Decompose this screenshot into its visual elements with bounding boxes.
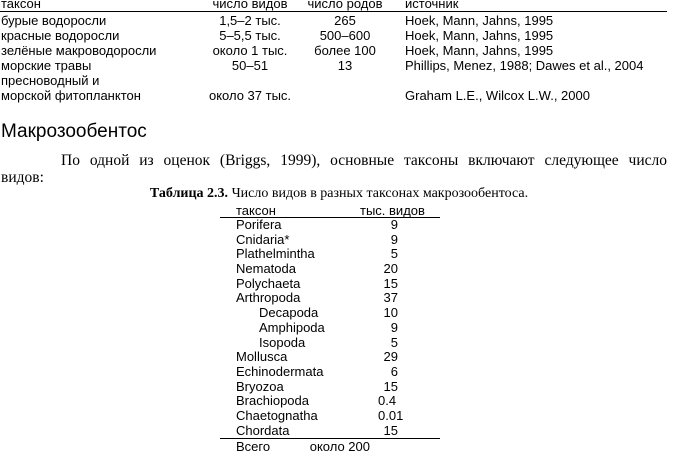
table2-value: 29 xyxy=(383,349,398,365)
table1-cell-species-count: 5–5,5 тыс. xyxy=(219,28,281,43)
table2-value: 15 xyxy=(383,378,398,394)
table2-taxon: Nematoda xyxy=(236,261,296,277)
table2-taxon: Chordata xyxy=(236,422,290,438)
table2-row xyxy=(220,380,440,395)
table1-header-source: источник xyxy=(405,0,459,11)
paragraph-line: видов: xyxy=(1,169,44,186)
table2-row: Brachiopoda 0.4 xyxy=(236,393,397,409)
table-caption-label: Таблица 2.3. xyxy=(149,186,229,201)
table2-taxon: Decapoda xyxy=(259,305,319,321)
table2-value: 9 xyxy=(390,217,398,232)
table2-row xyxy=(220,336,440,351)
table-caption xyxy=(0,185,678,202)
table2-taxon: Amphipoda xyxy=(259,319,325,335)
table2-value: 5 xyxy=(390,246,398,262)
table2-row xyxy=(220,218,440,233)
table1-cell-species-count: 1,5–2 тыс. xyxy=(219,13,281,28)
table1-cell-species-count: около 37 тыс. xyxy=(208,88,292,103)
table1-cell-source: Hoek, Mann, Jahns, 1995 xyxy=(405,13,554,28)
table2-header-taxon: таксон xyxy=(236,203,276,218)
paragraph-line: По одной из оценок (Briggs, 1999), основные таксоны включают следующее число xyxy=(61,152,667,169)
table1-header-species: число видов xyxy=(212,0,288,11)
table1-header-genera: число родов xyxy=(307,0,383,11)
table1-cell-species-count: около 1 тыс. xyxy=(212,43,288,58)
table1-header-row xyxy=(0,0,667,12)
table1-cell-genera-count: 13 xyxy=(337,58,353,73)
table2-row xyxy=(220,277,440,292)
table2-taxon: Cnidaria* xyxy=(236,231,290,247)
table1-cell-source: Hoek, Mann, Jahns, 1995 xyxy=(405,28,554,43)
table2-row xyxy=(220,247,440,262)
table1-cell-taxon: бурые водоросли xyxy=(1,13,107,28)
table2-taxon: Mollusca xyxy=(236,349,288,365)
table2-row xyxy=(220,350,440,365)
table2-value: 6 xyxy=(390,363,398,379)
table1-cell-species-count: 50–51 xyxy=(231,58,269,73)
table2-row xyxy=(220,365,440,380)
table2-taxon: Chaetognatha xyxy=(236,407,318,423)
table2-taxon: Bryozoa xyxy=(236,378,284,394)
table2-total-label: Всего xyxy=(236,439,271,455)
table1-cell-genera-count: более 100 xyxy=(314,43,376,58)
table2-taxon: Plathelmintha xyxy=(236,246,315,262)
table2-value: 37 xyxy=(383,290,398,306)
table2-value: 9 xyxy=(390,319,398,335)
table1-cell-taxon: морской фитопланктон xyxy=(1,88,141,103)
table1-row xyxy=(0,88,670,103)
table2-taxon: Polychaeta xyxy=(236,275,301,291)
table2-value: 15 xyxy=(383,275,398,291)
table1-row xyxy=(0,58,670,73)
table2-value: 20 xyxy=(383,261,398,277)
table2-row xyxy=(220,424,440,439)
table1-cell-source: Phillips, Menez, 1988; Dawes et al., 2004 xyxy=(405,58,644,73)
table1-cell-taxon: зелёные макроводоросли xyxy=(1,43,157,58)
table2-taxon: Porifera xyxy=(236,217,282,232)
table2-value: 10 xyxy=(383,305,398,321)
table1-row xyxy=(0,73,670,88)
table1-cell-genera-count: 500–600 xyxy=(319,28,371,43)
table2-value: 5 xyxy=(390,334,398,350)
table2-taxon: Isopoda xyxy=(259,334,306,350)
section-heading: Макрозообентос xyxy=(1,121,147,142)
table2-taxon: Echinodermata xyxy=(236,363,324,379)
table2-total-value: около 200 xyxy=(309,439,370,455)
table2-header-count: тыс. видов xyxy=(360,203,425,218)
table1-cell-taxon: пресноводный и xyxy=(1,73,100,88)
table2-taxon: Brachiopoda xyxy=(236,393,309,409)
table2-taxon: Arthropoda xyxy=(236,290,301,306)
macrozoobenthos-table xyxy=(220,204,440,454)
table2-header-row xyxy=(220,204,440,218)
table-caption-text: Число видов в разных таксонах макрозообентоса. xyxy=(228,186,529,201)
table1-cell-source: Graham L.E., Wilcox L.W., 2000 xyxy=(405,88,590,103)
table1-cell-source: Hoek, Mann, Jahns, 1995 xyxy=(405,43,554,58)
table2-value: 9 xyxy=(390,231,398,247)
table1-row xyxy=(0,43,670,58)
table2-row: Chaetognatha 0.01 xyxy=(236,407,404,423)
table1-cell-taxon: красные водоросли xyxy=(1,28,120,43)
table1-row xyxy=(0,13,670,28)
table2-row xyxy=(220,291,440,306)
table1-cell-genera-count: 265 xyxy=(334,13,356,28)
table2-total-row xyxy=(220,438,440,454)
table1-cell-taxon: морские травы xyxy=(1,58,92,73)
table1-header-taxon: таксон xyxy=(1,0,41,11)
table2-row xyxy=(220,321,440,336)
table2-value: 15 xyxy=(383,422,398,438)
table2-row xyxy=(220,233,440,248)
table2-row xyxy=(220,306,440,321)
table2-row xyxy=(220,262,440,277)
table1-row xyxy=(0,28,670,43)
